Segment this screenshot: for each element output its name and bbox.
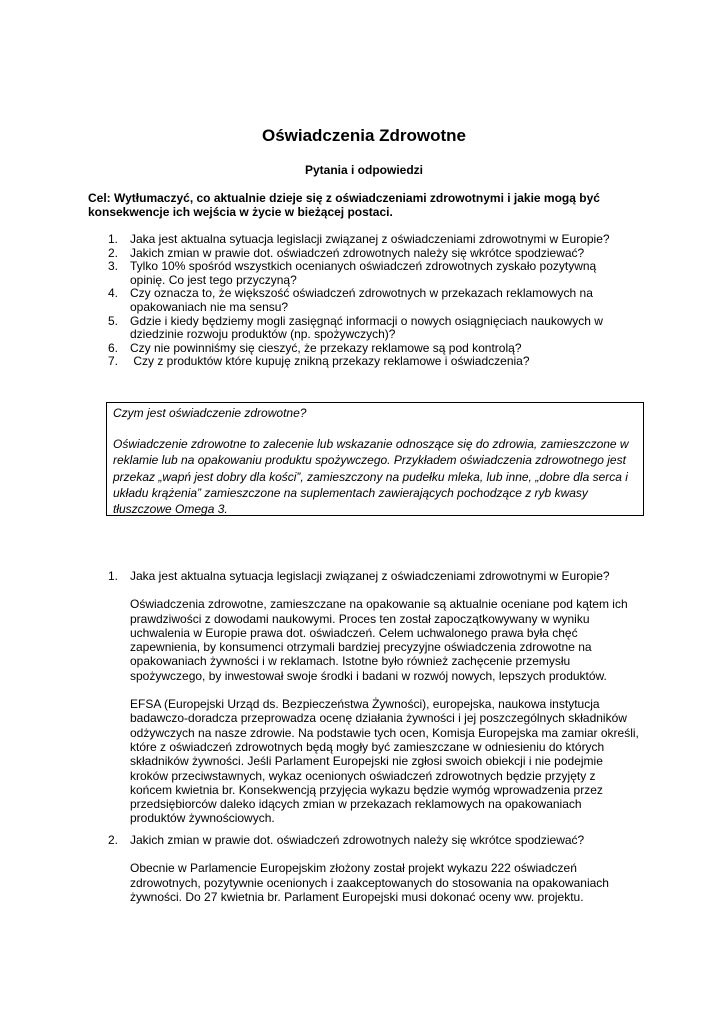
question-text: Czy nie powinniśmy się cieszyć, że przekazy reklamowe są pod kontrolą?: [130, 340, 522, 355]
question-list: [108, 233, 628, 369]
list-number: 1.: [108, 232, 119, 246]
question-text: Czy z produktów które kupuję znikną przekazy reklamowe i oświadczenia?: [130, 354, 530, 369]
question-text: Jakich zmian w prawie dot. oświadczeń zdrowotnych należy się wkrótce spodziewać?: [130, 245, 585, 260]
answer-section-1: [108, 569, 640, 826]
question-text: Tylko 10% spośród wszystkich ocenianych oświadczeń zdrowotnych zyskało pozytywną opinię. Co jest tego przyczyną?: [130, 259, 597, 287]
answer-paragraph: EFSA (Europejski Urząd ds. Bezpieczeństwa Żywności), europejska, naukowa instytucja badawczo-doradcza przeprowadza ocenę działania żywności i jej poszczególnych składników odżywczych na nasze zdrowie. Na podstawie tych ocen, Komisja Europejska ma zamiar określi, które z oświadczeń zdrowotnych będą mogły być zamieszczane w odniesieniu do których składników żywności. Jeśli Parlament Europejski nie zgłosi swoich obiekcji i nie podejmie kroków przeciwstawnych, wykaz ocenionych oświadczeń zdrowotnych będzie przyjęty z końcem kwietnia br. Konsekwencją przyjęcia wykazu będzie wymóg wprowadzenia przez przedsiębiorców daleko idących zmian w przekazach reklamowych na opakowaniach produktów żywnościowych.: [130, 697, 639, 826]
answer-question: [108, 569, 640, 583]
list-item: [108, 247, 628, 261]
list-number: 3.: [108, 259, 119, 274]
list-number: 6.: [108, 340, 119, 355]
list-number: 2.: [108, 245, 119, 260]
list-number: 5.: [108, 313, 119, 328]
list-number: 2.: [108, 833, 119, 847]
document-goal: Cel: Wytłumaczyć, co aktualnie dzieje się z oświadczeniami zdrowotnymi i jakie mogą być konsekwencje ich wejścia w życie w bieżącej postaci.: [88, 191, 600, 219]
answer-question-text: Jaka jest aktualna sytuacja legislacji związanej z oświadczeniami zdrowotnymi w Europie?: [130, 569, 610, 583]
list-item: [108, 342, 628, 356]
list-number: 1.: [108, 569, 119, 583]
answer-paragraph: Oświadczenia zdrowotne, zamieszczane na opakowanie są aktualnie oceniane pod kątem ich prawdziwości z dowodami naukowymi. Proces ten został zapoczątkowywany w wyniku uchwalenia w Europie prawa dot. oświadczeń. Celem uchwalonego prawa była chęć zapewnienia, by konsumenci otrzymali bardziej precyzyjne oświadczenia zdrowotne na opakowaniach żywności i w reklamach. Istotne było również zachęcenie przemysłu spożywczego, by inwestował swoje środki i badani w rozwój nowych, lepszych produktów.: [130, 597, 628, 683]
question-text: Czy oznacza to, że większość oświadczeń zdrowotnych w przekazach reklamowych na opakowaniach nie ma sensu?: [130, 286, 593, 314]
answer-section-2: [108, 833, 640, 904]
document-subtitle: Pytania i odpowiedzi: [304, 163, 423, 177]
definition-body: Oświadczenie zdrowotne to zalecenie lub wskazanie odnoszące się do zdrowia, zamieszczone w reklamie lub na opakowaniu produktu spożywczego. Przykładem oświadczenia zdrowotnego jest przekaz „wapń jest dobry dla kości”, zamieszczony na pudełku mleka, lub inne, „dobre dla serca i układu krążenia” zamieszczone na suplementach zawierających pochodzące z ryb kwasy tłuszczowe Omega 3.: [113, 437, 629, 517]
list-number: 4.: [108, 286, 119, 301]
question-text: Gdzie i kiedy będziemy mogli zasięgnąć informacji o nowych osiągnięciach naukowych w dziedzinie rozwoju produktów (np. spożywczych)?: [130, 313, 603, 342]
list-item: [108, 260, 628, 287]
answer-paragraph: Obecnie w Parlamencie Europejskim złożony został projekt wykazu 222 oświadczeń zdrowotnych, pozytywnie ocenionych i zaakceptowanych do stosowania na opakowaniach żywności. Do 27 kwietnia br. Parlament Europejski musi dokonać oceny ww. projektu.: [130, 861, 609, 904]
question-text: Jaka jest aktualna sytuacja legislacji związanej z oświadczeniami zdrowotnymi w Europie?: [130, 232, 610, 246]
document-title: Oświadczenia Zdrowotne: [261, 126, 467, 145]
answer-question-text: Jakich zmian w prawie dot. oświadczeń zdrowotnych należy się wkrótce spodziewać?: [130, 833, 585, 847]
definition-heading: Czym jest oświadczenie zdrowotne?: [113, 406, 307, 420]
list-number: 7.: [108, 354, 119, 369]
list-item: [108, 315, 628, 342]
answer-question: [108, 833, 640, 847]
list-item: [108, 287, 628, 314]
list-item: [108, 355, 628, 369]
definition-box: [106, 402, 644, 516]
list-item: [108, 233, 628, 247]
